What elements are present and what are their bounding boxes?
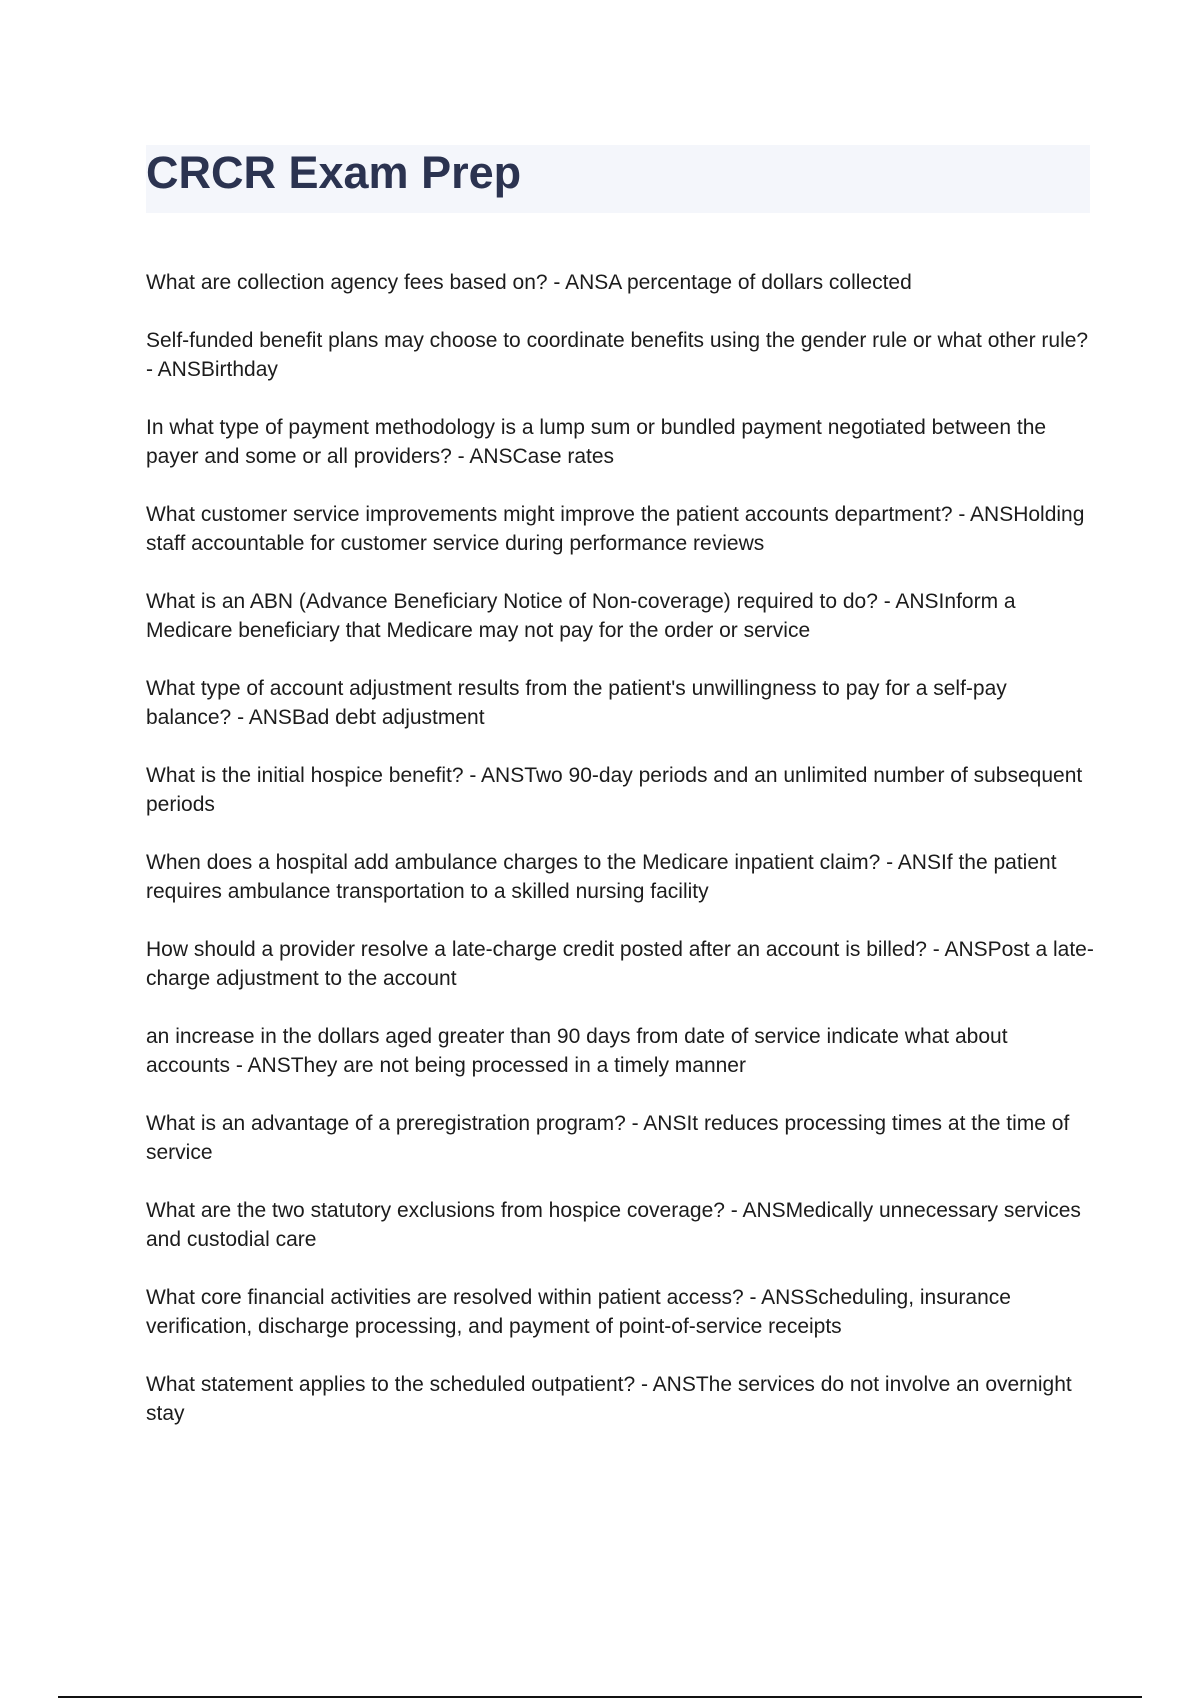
qa-item: What statement applies to the scheduled outpatient? - ANSThe services do not involve an overnight stay xyxy=(146,1373,1072,1425)
qa-item: What customer service improvements might improve the patient accounts department? - ANSHolding staff accountable for customer service during performance reviews xyxy=(146,503,1085,555)
qa-item: What are the two statutory exclusions from hospice coverage? - ANSMedically unnecessary services and custodial care xyxy=(146,1199,1081,1251)
qa-item: What type of account adjustment results from the patient's unwillingness to pay for a self-pay balance? - ANSBad debt adjustment xyxy=(146,677,1007,729)
qa-item: When does a hospital add ambulance charges to the Medicare inpatient claim? - ANSIf the patient requires ambulance transportation to a skilled nursing facility xyxy=(146,851,1057,903)
qa-item: Self-funded benefit plans may choose to coordinate benefits using the gender rule or what other rule? - ANSBirthday xyxy=(146,329,1089,381)
page-title: CRCR Exam Prep xyxy=(146,147,522,198)
qa-item: What is an advantage of a preregistration program? - ANSIt reduces processing times at the time of service xyxy=(146,1112,1070,1164)
qa-item: an increase in the dollars aged greater than 90 days from date of service indicate what about accounts - ANSThey are not being processed in a timely manner xyxy=(146,1025,1008,1077)
title-band xyxy=(146,145,1090,213)
qa-item: How should a provider resolve a late-charge credit posted after an account is billed? - ANSPost a late-charge adjustment to the account xyxy=(146,938,1094,990)
qa-list xyxy=(146,268,1096,1457)
qa-item: What is the initial hospice benefit? - ANSTwo 90-day periods and an unlimited number of subsequent periods xyxy=(146,764,1083,816)
qa-item: What core financial activities are resolved within patient access? - ANSScheduling, insurance verification, discharge processing, and payment of point-of-service receipts xyxy=(146,1286,1011,1338)
bottom-rule xyxy=(58,1696,1142,1698)
qa-item: What is an ABN (Advance Beneficiary Notice of Non-coverage) required to do? - ANSInform a Medicare beneficiary that Medicare may not pay for the order or service xyxy=(146,590,1016,642)
qa-item: What are collection agency fees based on? - ANSA percentage of dollars collected xyxy=(146,271,912,294)
qa-item: In what type of payment methodology is a lump sum or bundled payment negotiated between the payer and some or all providers? - ANSCase rates xyxy=(146,416,1047,468)
